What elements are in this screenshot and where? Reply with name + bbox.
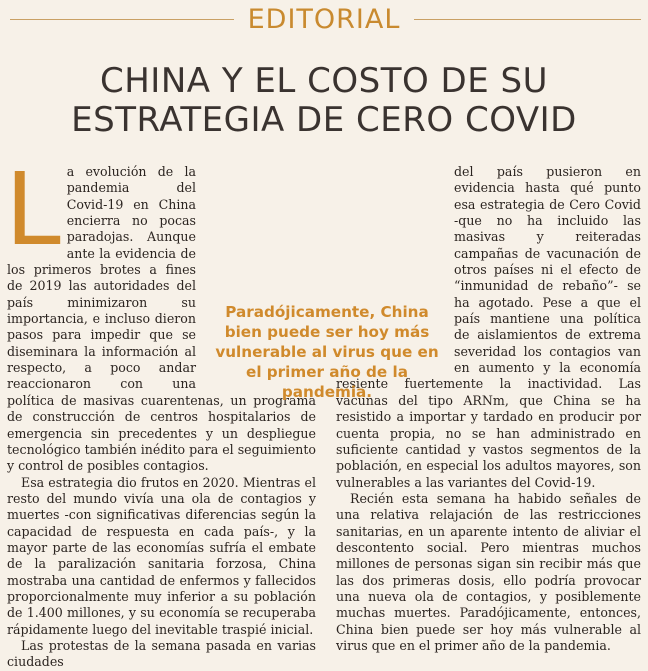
article-paragraph: Recién esta semana ha habido señales de una relativa relajación de las restricciones sanitarias, en un aparente intento de aliviar el descontento social. Pero mientras muchos millones de personas sigan sin recibir más que las dos primeras dosis, ello podría provocar una nueva ola de contagios, y posiblemente muchas muertes. Paradójicamente, entonces, China bien puede ser hoy más vulnerable al virus que en el primer año de la pandemia. xyxy=(336,490,641,653)
article-paragraph: a evolución de la pandemia del Covid-19 en China encierra no pocas paradojas. Aunque ante la evidencia de los primeros brotes a fines de 2019 las autoridades del país minimizaron su importancia, e incluso dieron pasos para impedir que se diseminara la información al respecto, a poco andar reaccionaron con una política de masivas cuarentenas, un programa de construcción de centros hospitalarios de emergencia sin precedentes y un despliegue tecnológico también inédito para el seguimiento y control de posibles contagios. xyxy=(7,164,316,474)
dropcap: L xyxy=(5,151,61,268)
article-paragraph: Esa estrategia dio frutos en 2020. Mientras el resto del mundo vivía una ola de contagios y muertes -con significativas diferencias según la capacidad de respuesta en cada país-, y la mayor parte de las economías sufría el embate de la paralización sanitaria forzosa, China mostraba una cantidad de enfermos y fallecidos proporcionalmente muy inferior a su población de 1.400 millones, y su economía se recuperaba rápidamente luego del inevitable traspié inicial. xyxy=(7,474,316,637)
article-column-left xyxy=(5,151,316,671)
section-header xyxy=(0,0,648,40)
section-label: EDITORIAL xyxy=(0,4,648,35)
article-column-right xyxy=(336,164,641,654)
article-paragraph: del país pusieron en evidencia hasta qué punto esa estrategia de Cero Covid -que no ha incluido las masivas y reiteradas campañas de vacunación de otros países ni el efecto de “inmunidad de rebaño”- se ha agotado. Pese a que el país mantiene una política de aislamientos de extrema severidad los contagios van en aumento y la economía resiente fuertemente la inactividad. Las vacunas del tipo ARNm, que China se ha resistido a importar y tardado en producir por cuenta propia, no se han administrado en suficiente cantidad y vastos segmentos de la población, en especial los adultos mayores, son vulnerables a las variantes del Covid-19. xyxy=(336,164,641,490)
pullquote: Paradójicamente, China bien puede ser hoy más vulnerable al virus que en el primer año de la pandemia. xyxy=(215,303,439,401)
headline: CHINA Y EL COSTO DE SU ESTRATEGIA DE CERO COVID xyxy=(71,61,577,140)
article-paragraph: Las protestas de la semana pasada en varias ciudades xyxy=(7,637,316,670)
